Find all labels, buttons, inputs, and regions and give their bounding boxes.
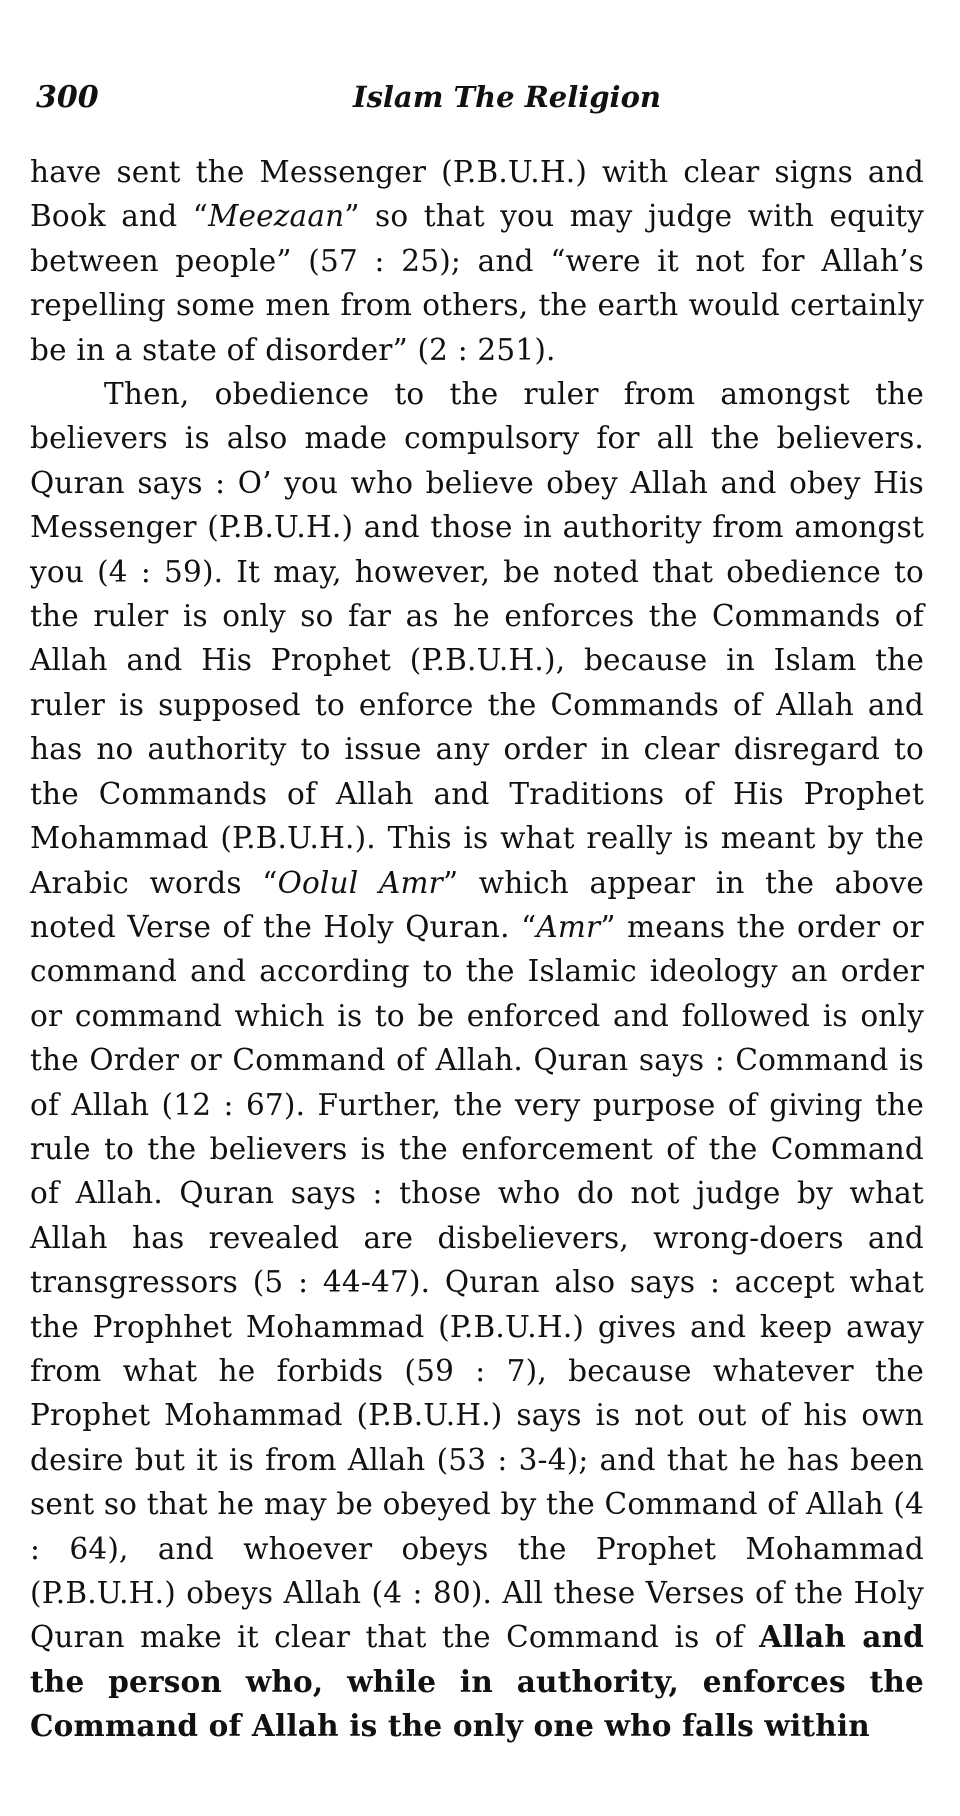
page-number: 300 [36, 80, 99, 115]
text-segment: ” so that you may judge with equity between people” (57 : 25); and “were it not for Allah’s repelling some men from others, the earth would certainly be in a state of disorder” (2 : 251). [30, 199, 924, 367]
text-segment: ” which appear in the above noted Verse of the Holy Quran. “ [30, 865, 925, 944]
italic-term-meezaan: Meezaan [208, 199, 345, 234]
paragraph-1 [30, 150, 924, 372]
page-header [30, 80, 924, 130]
italic-term-amr: Amr [536, 909, 601, 944]
text-segment: have sent the Messenger (P.B.U.H.) with clear signs and Book and “ [30, 155, 924, 234]
italic-term-oolul-amr: Oolul Amr [277, 865, 443, 900]
running-title: Islam The Religion [353, 80, 661, 114]
text-segment: Then, obedience to the ruler from amongst the believers is also made compulsory for all the believers. Quran says : O’ you who believe obey Allah and obey His Messenger (P.B.U.H.) and those in authority from amongst you (4 : 59). It may, however, be noted that obedience to the ruler is only so far as he enforces the Commands of Allah and His Prophet (P.B.U.H.), because in Islam the ruler is supposed to enforce the Commands of Allah and has no authority to issue any order in clear disregard to the Commands of Allah and Traditions of His Prophet Mohammad (P.B.U.H.). This is what really is meant by the Arabic words “ [30, 377, 924, 900]
paragraph-2 [30, 372, 924, 1749]
text-segment-bold: Allah and the person who, while in authority, enforces the Command of Allah is the only one who falls within [30, 1619, 924, 1744]
text-segment: ” means the order or command and according to the Islamic ideology an order or command which is to be enforced and followed is only the Order or Command of Allah. Quran says : Command is of Allah (12 : 67). Further, the very purpose of giving the rule to the believers is the enforcement of the Command of Allah. Quran says : those who do not judge by what Allah has revealed are disbelievers, wrong-doers and transgressors (5 : 44-47). Quran also says : accept what the Prophhet Mohammad (P.B.U.H.) gives and keep away from what he forbids (59 : 7), because whatever the Prophet Mohammad (P.B.U.H.) says is not out of his own desire but it is from Allah (53 : 3-4); and that he has been sent so that he may be obeyed by the Command of Allah (4 : 64), and whoever obeys the Prophet Mohammad (P.B.U.H.) obeys Allah (4 : 80). All these Verses of the Holy Quran make it clear that the Command is of [30, 909, 924, 1655]
body-text [30, 150, 924, 1749]
